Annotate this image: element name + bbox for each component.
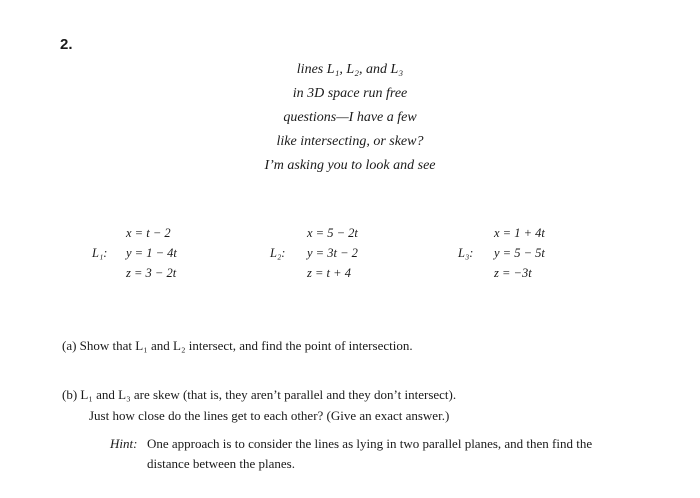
part-b-line-1: (b) L₁ and L₃ are skew (that is, they aren’t parallel and they don’t intersect). bbox=[62, 387, 457, 402]
line-l2-label: L₂: bbox=[270, 246, 286, 260]
hint bbox=[110, 436, 137, 452]
hint-line-1: One approach is to consider the lines as lying in two parallel planes, and then find the bbox=[147, 436, 593, 451]
poem-line: like intersecting, or skew? bbox=[276, 134, 424, 149]
part-a: (a) Show that L₁ and L₂ intersect, and find the point of intersection. bbox=[62, 338, 413, 353]
poem-line: questions—I have a few bbox=[283, 110, 417, 125]
line-l3-y-equation: y = 5 − 5t bbox=[494, 246, 545, 260]
hint-label: Hint: bbox=[110, 436, 138, 451]
poem-line: I’m asking you to look and see bbox=[264, 158, 436, 173]
poem bbox=[230, 58, 470, 178]
part-b-line-2: Just how close do the lines get to each other? (Give an exact answer.) bbox=[89, 408, 450, 423]
poem-line: lines L₁, L₂, and L₃ bbox=[296, 62, 404, 77]
line-l2-z-equation: z = t + 4 bbox=[307, 266, 351, 280]
line-l3-label: L₃: bbox=[458, 246, 474, 260]
line-l2-x-equation: x = 5 − 2t bbox=[307, 226, 358, 240]
line-l2-y-equation: y = 3t − 2 bbox=[307, 246, 358, 260]
line-l3-z-equation: z = −3t bbox=[494, 266, 532, 280]
hint-line-2: distance between the planes. bbox=[147, 456, 295, 471]
line-l3-x-equation: x = 1 + 4t bbox=[494, 226, 545, 240]
poem-line: in 3D space run free bbox=[292, 86, 408, 101]
problem-number: 2. bbox=[60, 36, 73, 53]
line-l1-z-equation: z = 3 − 2t bbox=[126, 266, 177, 280]
line-l1-x-equation: x = t − 2 bbox=[126, 226, 171, 240]
line-l1-label: L₁: bbox=[92, 246, 108, 260]
line-l1-y-equation: y = 1 − 4t bbox=[126, 246, 177, 260]
